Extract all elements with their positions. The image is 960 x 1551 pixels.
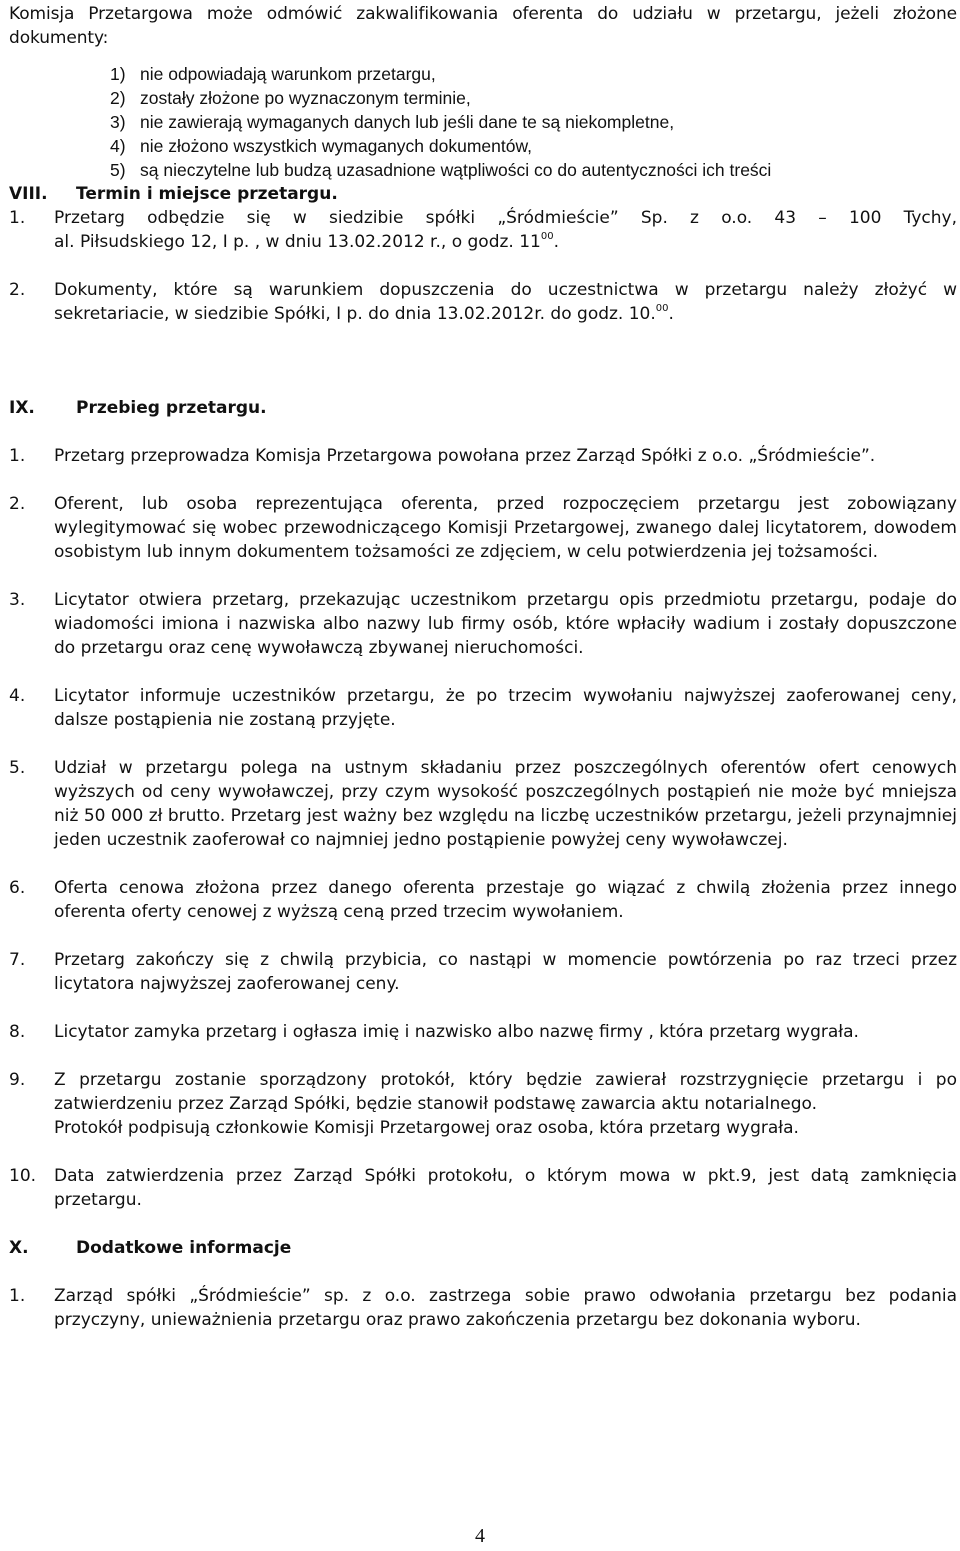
section9-item-8: 8. Licytator zamyka przetarg i ogłasza imię i nazwisko albo nazwę firmy , która przetarg wygrała. xyxy=(9,1022,859,1042)
page-number: 4 xyxy=(475,1525,485,1547)
list-item: 3) nie zawierają wymaganych danych lub jeśli dane te są niekompletne, xyxy=(110,112,675,132)
section9-item-6: 6. Oferta cenowa złożona przez danego oferenta przestaje go wiązać z chwilą złożenia przez innego oferenta oferty cenowej z wyższą ceną przed trzecim wywołaniem. xyxy=(9,878,957,922)
section-heading-x: X. Dodatkowe informacje xyxy=(9,1238,292,1258)
section9-item-9: 9. Z przetargu zostanie sporządzony protokół, który będzie zawierał rozstrzygnięcie przetargu i po zatwierdzeniu przez Zarząd Spółki, będzie stanowił podstawę zawarcia aktu notarialnego. Protokół podpisują członkowie Komisji Przetargowej oraz osoba, która przetarg wygrała. xyxy=(9,1070,957,1138)
section8-item-2: 2. Dokumenty, które są warunkiem dopuszczenia do uczestnictwa w przetargu należy złożyć w sekretariacie, w siedzibie Spółki, I p. do dnia 13.02.2012r. do godz. 10.00. xyxy=(9,280,957,324)
section9-item-7: 7. Przetarg zakończy się z chwilą przybicia, co nastąpi w momencie powtórzenia po raz trzeci przez licytatora najwyższej zaoferowanej ceny. xyxy=(9,950,957,994)
section9-item-4: 4. Licytator informuje uczestników przetargu, że po trzecim wywołaniu najwyższej zaoferowanej ceny, dalsze postąpienia nie zostaną przyjęte. xyxy=(9,686,957,730)
list-item: 2) zostały złożone po wyznaczonym terminie, xyxy=(110,88,471,108)
section-heading-ix: IX. Przebieg przetargu. xyxy=(9,398,267,418)
section8-item-1: 1. Przetarg odbędzie się w siedzibie spółki „Śródmieście” Sp. z o.o. 43 – 100 Tychy, al. Piłsudskiego 12, I p. , w dniu 13.02.2012 r., o godz. $11^{00}$. xyxy=(9,208,957,252)
section9-item-3: 3. Licytator otwiera przetarg, przekazując uczestnikom przetargu opis przedmiotu przetargu, podaje do wiadomości imiona i nazwiska albo nazwy lub firmy osób, które wpłaciły wadium i zostały dopuszczone do przetargu oraz cenę wywoławczą zbywanej nieruchomości. xyxy=(9,590,957,658)
document-page xyxy=(9,0,957,1332)
list-item: 4) nie złożono wszystkich wymaganych dokumentów, xyxy=(110,136,532,156)
section9-item-5: 5. Udział w przetargu polega na ustnym składaniu przez poszczególnych oferentów ofert cenowych wyższych od ceny wywoławczej, przy czym wysokość poszczególnych postąpień nie może być mniejsza niż 50 000 zł brutto. Przetarg jest ważny bez względu na liczbę uczestników przetargu, jeżeli przynajmniej jeden uczestnik zaoferował co najmniej jedno postąpienie powyżej ceny wywoławczej. xyxy=(9,758,957,850)
section9-item-2: 2. Oferent, lub osoba reprezentująca oferenta, przed rozpoczęciem przetargu jest zobowiązany wylegitymować się wobec przewodniczącego Komisji Przetargowej, zwanego dalej licytatorem, dowodem osobistym lub innym dokumentem tożsamości ze zdjęciem, w celu potwierdzenia jej tożsamości. xyxy=(9,494,957,562)
list-item: 1) nie odpowiadają warunkom przetargu, xyxy=(110,64,436,84)
section10-item-1: 1. Zarząd spółki „Śródmieście” sp. z o.o. zastrzega sobie prawo odwołania przetargu bez podania przyczyny, unieważnienia przetargu oraz prawo zakończenia przetargu bez dokonania wyboru. xyxy=(9,1286,957,1330)
section9-item-10: 10. Data zatwierdzenia przez Zarząd Spółki protokołu, o którym mowa w pkt.9, jest datą zamknięcia przetargu. xyxy=(9,1166,957,1210)
list-item: 5) są nieczytelne lub budzą uzasadnione wątpliwości co do autentyczności ich treści xyxy=(110,160,772,180)
rejection-reasons-list xyxy=(9,62,957,182)
intro-paragraph: Komisja Przetargowa może odmówić zakwalifikowania oferenta do udziału w przetargu, jeżeli złożone dokumenty: xyxy=(9,4,957,48)
section9-item-1: 1. Przetarg przeprowadza Komisja Przetargowa powołana przez Zarząd Spółki z o.o. „Śródmieście”. xyxy=(9,446,876,466)
section-heading-viii: VIII. Termin i miejsce przetargu. xyxy=(9,184,338,204)
